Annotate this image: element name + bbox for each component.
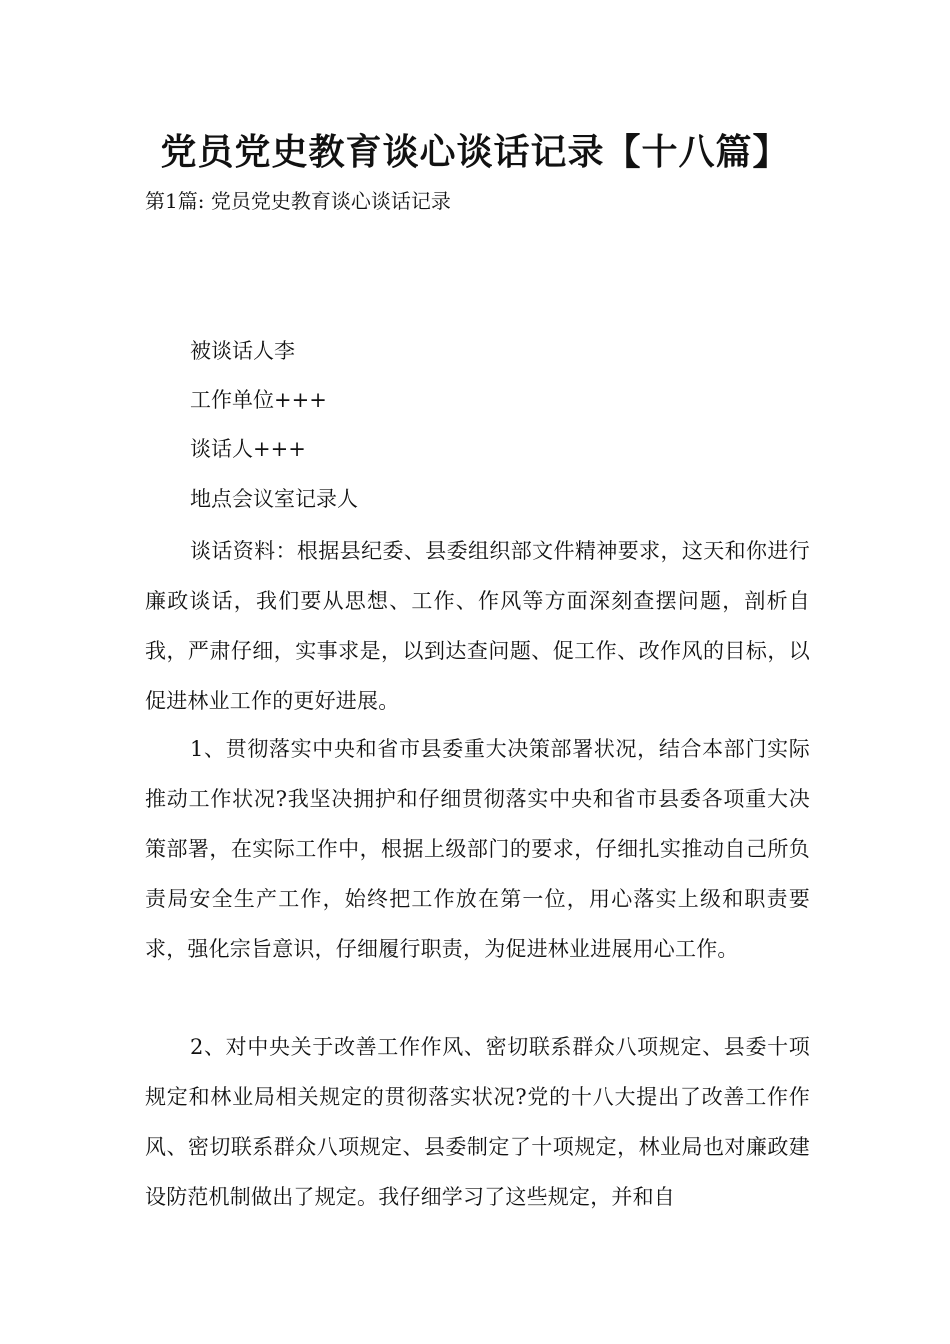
paragraph-item-2: 2、对中央关于改善工作作风、密切联系群众八项规定、县委十项规定和林业局相关规定的贯彻落实状况?党的十八大提出了改善工作作风、密切联系群众八项规定、县委制定了十项规定，林业局也对廉政建设防范机制做出了规定。我仔细学习了这些规定，并和自 — [145, 1035, 810, 1209]
field-location: 地点会议室记录人 — [190, 487, 358, 511]
document-title: 党员党史教育谈心谈话记录【十八篇】 — [160, 131, 790, 173]
paragraph-talk-content: 谈话资料：根据县纪委、县委组织部文件精神要求，这天和你进行廉政谈话，我们要从思想、工作、作风等方面深刻查摆问题，剖析自我，严肃仔细，实事求是，以到达查问题、促工作、改作风的目标，以促进林业工作的更好进展。 — [145, 539, 810, 713]
field-work-unit: 工作单位+++ — [190, 388, 327, 412]
field-interviewer: 谈话人+++ — [190, 437, 306, 461]
field-interviewee: 被谈话人李 — [190, 339, 295, 363]
paragraph-item-1: 1、贯彻落实中央和省市县委重大决策部署状况，结合本部门实际推动工作状况?我坚决拥护和仔细贯彻落实中央和省市县委各项重大决策部署，在实际工作中，根据上级部门的要求，仔细扎实推动自己所负责局安全生产工作，始终把工作放在第一位，用心落实上级和职责要求，强化宗旨意识，仔细履行职责，为促进林业进展用心工作。 — [145, 737, 810, 961]
document-subtitle: 第1篇: 党员党史教育谈心谈话记录 — [145, 189, 451, 213]
